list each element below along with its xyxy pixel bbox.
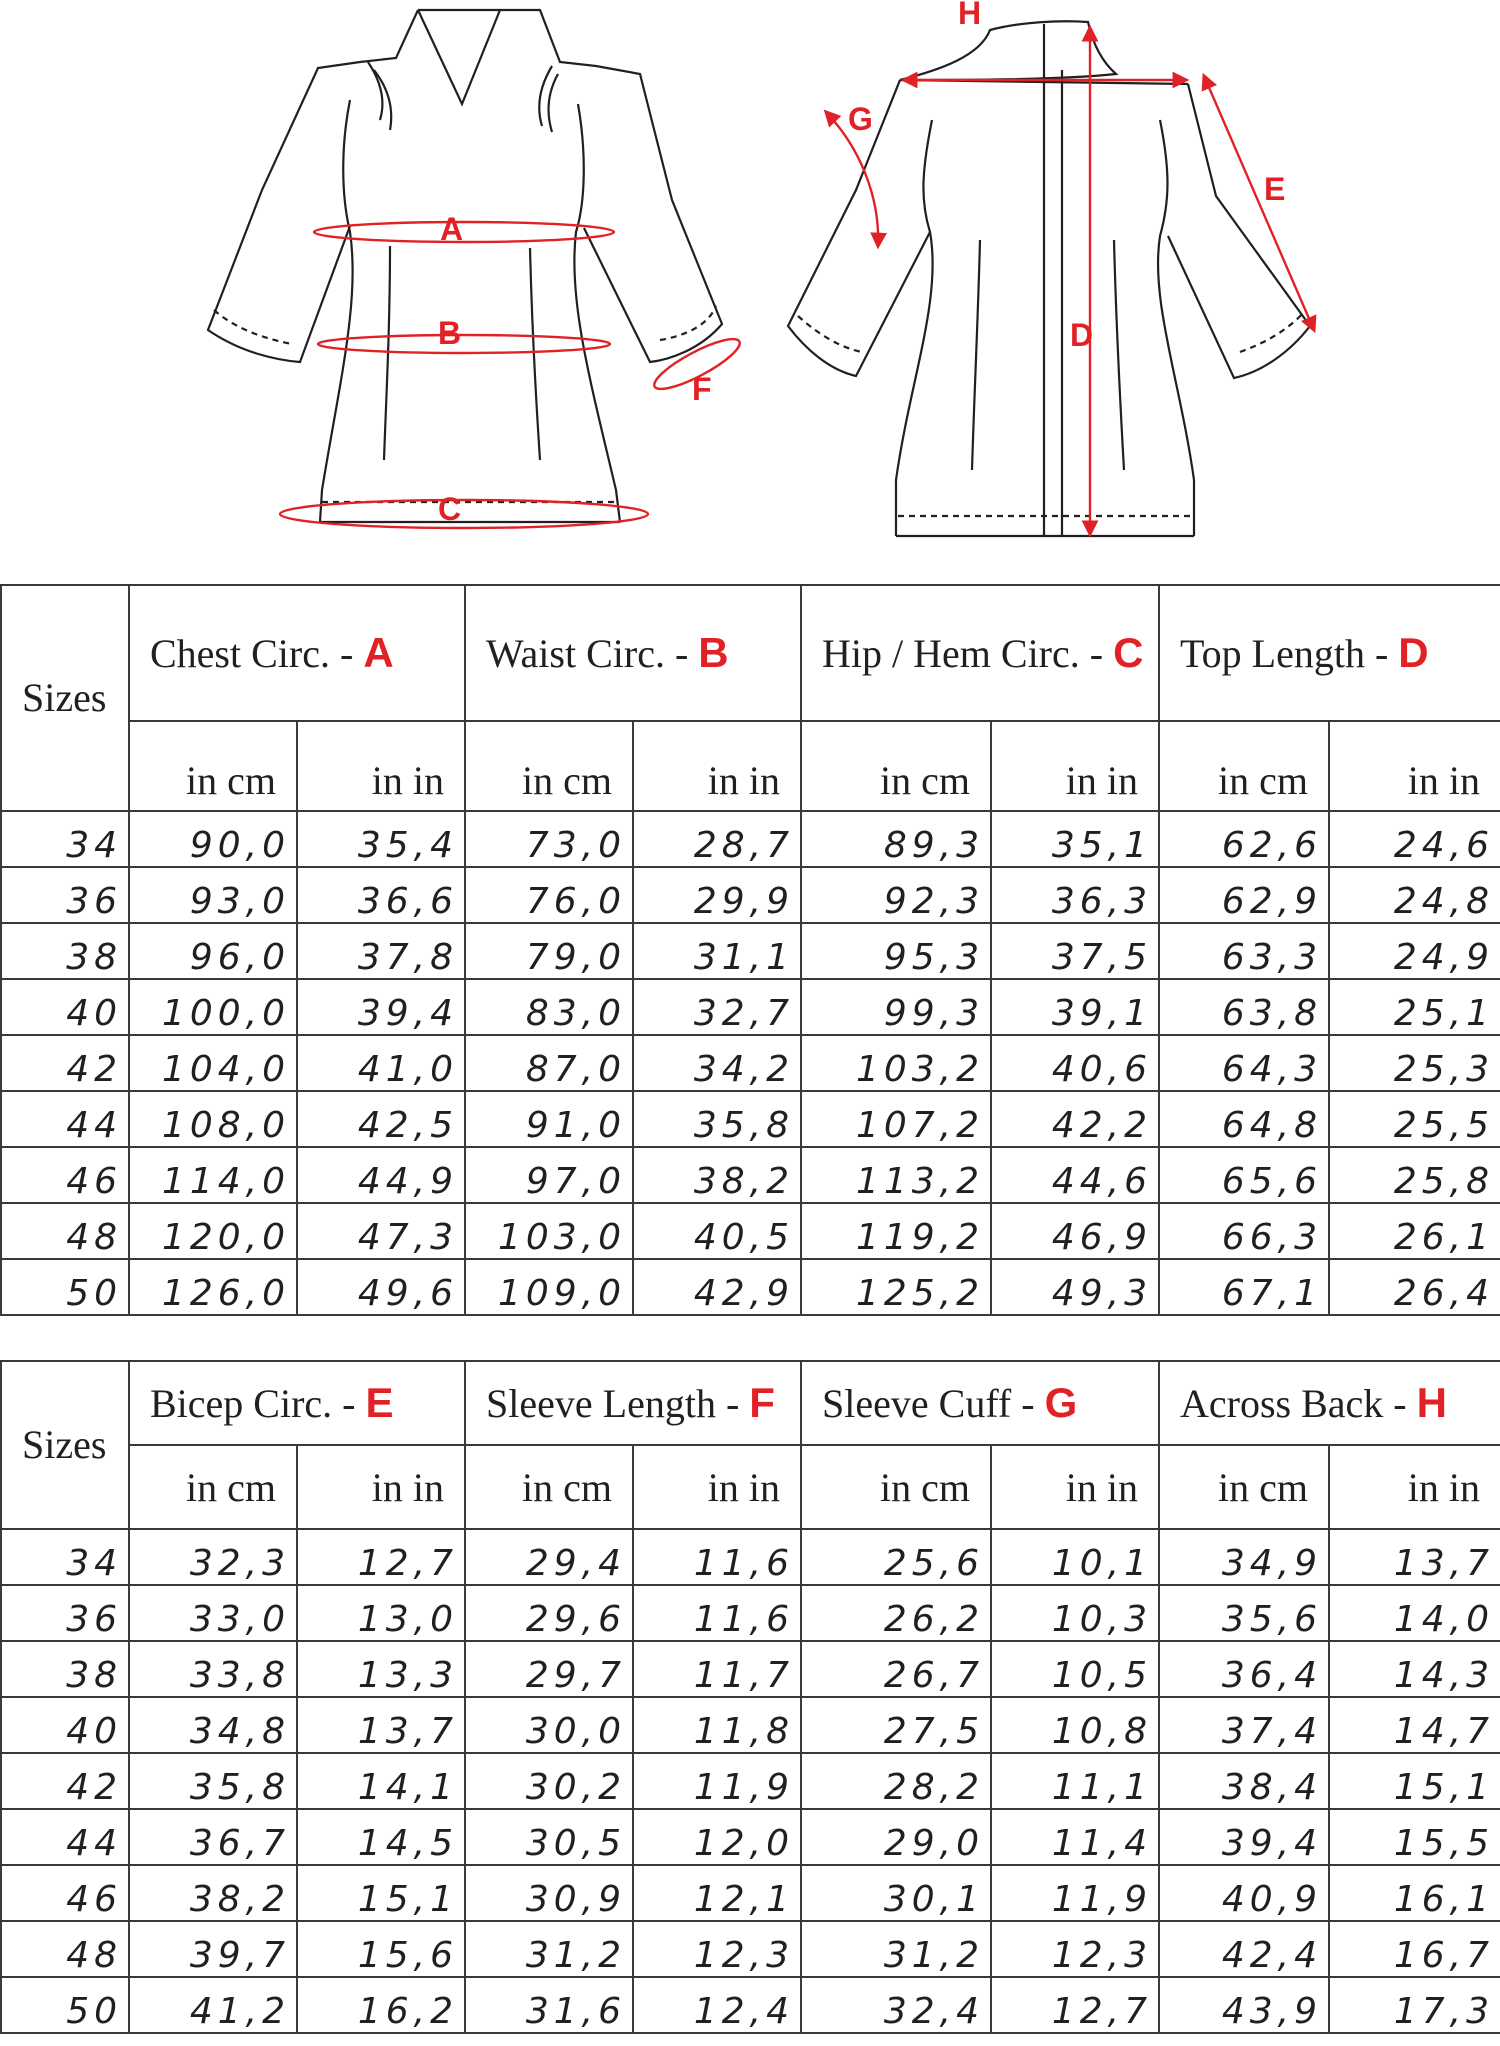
value-cell: 32,3 <box>129 1529 297 1585</box>
size-cell: 50 <box>1 1977 129 2033</box>
value-cell: 31,6 <box>465 1977 633 2033</box>
value-cell: 37,4 <box>1159 1697 1329 1753</box>
value-cell: 11,7 <box>633 1641 801 1697</box>
chest-measure-line <box>314 222 614 242</box>
value-cell: 31,2 <box>465 1921 633 1977</box>
value-cell: 13,7 <box>1329 1529 1500 1585</box>
value-cell: 25,5 <box>1329 1091 1500 1147</box>
hip-measure-line <box>280 500 648 528</box>
size-cell: 46 <box>1 1147 129 1203</box>
size-cell: 48 <box>1 1921 129 1977</box>
size-cell: 36 <box>1 1585 129 1641</box>
value-cell: 30,1 <box>801 1865 991 1921</box>
value-cell: 35,6 <box>1159 1585 1329 1641</box>
value-cell: 13,0 <box>297 1585 465 1641</box>
value-cell: 16,7 <box>1329 1921 1500 1977</box>
back-letters <box>848 0 1285 353</box>
value-cell: 87,0 <box>465 1035 633 1091</box>
label-A: A <box>440 211 464 247</box>
value-cell: 35,8 <box>129 1753 297 1809</box>
value-cell: 31,1 <box>633 923 801 979</box>
value-cell: 40,9 <box>1159 1865 1329 1921</box>
size-cell: 40 <box>1 1697 129 1753</box>
value-cell: 64,8 <box>1159 1091 1329 1147</box>
value-cell: 38,2 <box>633 1147 801 1203</box>
value-cell: 15,1 <box>297 1865 465 1921</box>
value-cell: 125,2 <box>801 1259 991 1315</box>
value-cell: 107,2 <box>801 1091 991 1147</box>
value-cell: 36,4 <box>1159 1641 1329 1697</box>
waist-measure-line <box>318 335 610 353</box>
sizes-header: Sizes <box>1 1361 129 1529</box>
value-cell: 35,1 <box>991 811 1159 867</box>
value-cell: 26,4 <box>1329 1259 1500 1315</box>
size-cell: 46 <box>1 1865 129 1921</box>
label-D: D <box>1070 317 1094 353</box>
value-cell: 30,2 <box>465 1753 633 1809</box>
value-cell: 63,3 <box>1159 923 1329 979</box>
value-cell: 119,2 <box>801 1203 991 1259</box>
value-cell: 11,6 <box>633 1529 801 1585</box>
table-row <box>1 1865 1500 1921</box>
table-row <box>1 979 1500 1035</box>
unit-header: in cm <box>129 721 297 811</box>
value-cell: 41,0 <box>297 1035 465 1091</box>
value-cell: 14,1 <box>297 1753 465 1809</box>
value-cell: 63,8 <box>1159 979 1329 1035</box>
size-table-body <box>0 584 1500 1316</box>
value-cell: 33,0 <box>129 1585 297 1641</box>
value-cell: 95,3 <box>801 923 991 979</box>
size-cell: 50 <box>1 1259 129 1315</box>
group-header-length: Top Length - D <box>1159 585 1500 721</box>
group-header-across-back: Across Back - H <box>1159 1361 1500 1445</box>
table-row <box>1 1035 1500 1091</box>
value-cell: 13,7 <box>297 1697 465 1753</box>
value-cell: 67,1 <box>1159 1259 1329 1315</box>
table-row <box>1 811 1500 867</box>
unit-header: in in <box>1329 1445 1500 1529</box>
value-cell: 42,2 <box>991 1091 1159 1147</box>
table-row <box>1 1091 1500 1147</box>
table-row <box>1 1697 1500 1753</box>
value-cell: 113,2 <box>801 1147 991 1203</box>
value-cell: 13,3 <box>297 1641 465 1697</box>
value-cell: 103,0 <box>465 1203 633 1259</box>
value-cell: 32,4 <box>801 1977 991 2033</box>
value-cell: 120,0 <box>129 1203 297 1259</box>
value-cell: 12,7 <box>297 1529 465 1585</box>
value-cell: 15,6 <box>297 1921 465 1977</box>
value-cell: 12,1 <box>633 1865 801 1921</box>
value-cell: 14,0 <box>1329 1585 1500 1641</box>
value-cell: 97,0 <box>465 1147 633 1203</box>
value-cell: 39,7 <box>129 1921 297 1977</box>
value-cell: 15,5 <box>1329 1809 1500 1865</box>
value-cell: 44,6 <box>991 1147 1159 1203</box>
group-header-chest: Chest Circ. - A <box>129 585 465 721</box>
value-cell: 11,1 <box>991 1753 1159 1809</box>
value-cell: 37,8 <box>297 923 465 979</box>
value-cell: 25,3 <box>1329 1035 1500 1091</box>
value-cell: 12,3 <box>633 1921 801 1977</box>
value-cell: 100,0 <box>129 979 297 1035</box>
value-cell: 35,8 <box>633 1091 801 1147</box>
value-cell: 49,6 <box>297 1259 465 1315</box>
table-row <box>1 1977 1500 2033</box>
value-cell: 96,0 <box>129 923 297 979</box>
front-view <box>208 10 722 522</box>
value-cell: 10,5 <box>991 1641 1159 1697</box>
unit-header: in in <box>991 721 1159 811</box>
value-cell: 83,0 <box>465 979 633 1035</box>
unit-header: in in <box>1329 721 1500 811</box>
value-cell: 26,2 <box>801 1585 991 1641</box>
value-cell: 108,0 <box>129 1091 297 1147</box>
table-row <box>1 1147 1500 1203</box>
value-cell: 26,1 <box>1329 1203 1500 1259</box>
table-row <box>1 867 1500 923</box>
value-cell: 33,8 <box>129 1641 297 1697</box>
value-cell: 28,2 <box>801 1753 991 1809</box>
value-cell: 25,8 <box>1329 1147 1500 1203</box>
value-cell: 14,3 <box>1329 1641 1500 1697</box>
value-cell: 15,1 <box>1329 1753 1500 1809</box>
table-row <box>1 1753 1500 1809</box>
garment-measurement-diagram <box>0 0 1500 580</box>
label-H: H <box>958 0 982 31</box>
value-cell: 79,0 <box>465 923 633 979</box>
value-cell: 92,3 <box>801 867 991 923</box>
back-view <box>788 21 1310 536</box>
value-cell: 24,6 <box>1329 811 1500 867</box>
value-cell: 14,7 <box>1329 1697 1500 1753</box>
table-row <box>1 1641 1500 1697</box>
unit-header: in cm <box>465 1445 633 1529</box>
value-cell: 10,8 <box>991 1697 1159 1753</box>
value-cell: 11,9 <box>991 1865 1159 1921</box>
value-cell: 30,9 <box>465 1865 633 1921</box>
value-cell: 38,4 <box>1159 1753 1329 1809</box>
value-cell: 39,4 <box>1159 1809 1329 1865</box>
size-cell: 34 <box>1 811 129 867</box>
value-cell: 90,0 <box>129 811 297 867</box>
unit-header: in cm <box>129 1445 297 1529</box>
value-cell: 93,0 <box>129 867 297 923</box>
value-cell: 47,3 <box>297 1203 465 1259</box>
value-cell: 29,6 <box>465 1585 633 1641</box>
unit-header: in in <box>991 1445 1159 1529</box>
value-cell: 25,6 <box>801 1529 991 1585</box>
size-cell: 48 <box>1 1203 129 1259</box>
value-cell: 40,6 <box>991 1035 1159 1091</box>
size-table-sleeves <box>0 1360 1500 2034</box>
value-cell: 34,2 <box>633 1035 801 1091</box>
value-cell: 29,9 <box>633 867 801 923</box>
label-F: F <box>692 371 712 407</box>
value-cell: 34,8 <box>129 1697 297 1753</box>
value-cell: 10,3 <box>991 1585 1159 1641</box>
value-cell: 109,0 <box>465 1259 633 1315</box>
size-cell: 38 <box>1 923 129 979</box>
value-cell: 76,0 <box>465 867 633 923</box>
table-row <box>1 1203 1500 1259</box>
value-cell: 46,9 <box>991 1203 1159 1259</box>
value-cell: 66,3 <box>1159 1203 1329 1259</box>
table-rows <box>1 811 1500 1315</box>
value-cell: 37,5 <box>991 923 1159 979</box>
value-cell: 11,8 <box>633 1697 801 1753</box>
value-cell: 42,4 <box>1159 1921 1329 1977</box>
size-cell: 44 <box>1 1809 129 1865</box>
value-cell: 14,5 <box>297 1809 465 1865</box>
value-cell: 38,2 <box>129 1865 297 1921</box>
value-cell: 44,9 <box>297 1147 465 1203</box>
value-cell: 36,6 <box>297 867 465 923</box>
value-cell: 11,9 <box>633 1753 801 1809</box>
value-cell: 39,1 <box>991 979 1159 1035</box>
label-E: E <box>1264 171 1286 207</box>
unit-header: in in <box>297 721 465 811</box>
value-cell: 99,3 <box>801 979 991 1035</box>
value-cell: 25,1 <box>1329 979 1500 1035</box>
table-row <box>1 923 1500 979</box>
size-cell: 40 <box>1 979 129 1035</box>
value-cell: 26,7 <box>801 1641 991 1697</box>
value-cell: 12,7 <box>991 1977 1159 2033</box>
group-header-bicep: Bicep Circ. - E <box>129 1361 465 1445</box>
unit-header: in cm <box>1159 1445 1329 1529</box>
value-cell: 11,6 <box>633 1585 801 1641</box>
unit-header: in cm <box>801 1445 991 1529</box>
size-cell: 34 <box>1 1529 129 1585</box>
front-measurements <box>280 222 745 528</box>
value-cell: 49,3 <box>991 1259 1159 1315</box>
value-cell: 16,2 <box>297 1977 465 2033</box>
value-cell: 34,9 <box>1159 1529 1329 1585</box>
group-header-waist: Waist Circ. - B <box>465 585 801 721</box>
size-cell: 42 <box>1 1035 129 1091</box>
table-row <box>1 1921 1500 1977</box>
value-cell: 16,1 <box>1329 1865 1500 1921</box>
table-rows <box>1 1529 1500 2033</box>
value-cell: 29,4 <box>465 1529 633 1585</box>
value-cell: 11,4 <box>991 1809 1159 1865</box>
value-cell: 114,0 <box>129 1147 297 1203</box>
size-cell: 36 <box>1 867 129 923</box>
value-cell: 89,3 <box>801 811 991 867</box>
value-cell: 42,5 <box>297 1091 465 1147</box>
unit-header: in cm <box>801 721 991 811</box>
group-header-sleeve-cuff: Sleeve Cuff - G <box>801 1361 1159 1445</box>
value-cell: 103,2 <box>801 1035 991 1091</box>
value-cell: 62,9 <box>1159 867 1329 923</box>
value-cell: 65,6 <box>1159 1147 1329 1203</box>
unit-header: in in <box>633 1445 801 1529</box>
value-cell: 73,0 <box>465 811 633 867</box>
value-cell: 24,9 <box>1329 923 1500 979</box>
value-cell: 12,0 <box>633 1809 801 1865</box>
table-row <box>1 1585 1500 1641</box>
value-cell: 91,0 <box>465 1091 633 1147</box>
value-cell: 30,5 <box>465 1809 633 1865</box>
value-cell: 30,0 <box>465 1697 633 1753</box>
unit-header: in in <box>297 1445 465 1529</box>
value-cell: 10,1 <box>991 1529 1159 1585</box>
label-C: C <box>438 491 462 527</box>
label-B: B <box>438 315 462 351</box>
value-cell: 29,0 <box>801 1809 991 1865</box>
value-cell: 36,7 <box>129 1809 297 1865</box>
value-cell: 40,5 <box>633 1203 801 1259</box>
sizes-header: Sizes <box>1 585 129 811</box>
value-cell: 27,5 <box>801 1697 991 1753</box>
label-G: G <box>848 101 873 137</box>
group-header-sleeve-length: Sleeve Length - F <box>465 1361 801 1445</box>
value-cell: 35,4 <box>297 811 465 867</box>
value-cell: 42,9 <box>633 1259 801 1315</box>
value-cell: 41,2 <box>129 1977 297 2033</box>
value-cell: 28,7 <box>633 811 801 867</box>
table-row <box>1 1259 1500 1315</box>
value-cell: 62,6 <box>1159 811 1329 867</box>
value-cell: 36,3 <box>991 867 1159 923</box>
value-cell: 29,7 <box>465 1641 633 1697</box>
unit-header: in in <box>633 721 801 811</box>
group-header-hip: Hip / Hem Circ. - C <box>801 585 1159 721</box>
unit-header: in cm <box>1159 721 1329 811</box>
size-cell: 44 <box>1 1091 129 1147</box>
value-cell: 43,9 <box>1159 1977 1329 2033</box>
value-cell: 24,8 <box>1329 867 1500 923</box>
table-row <box>1 1809 1500 1865</box>
value-cell: 17,3 <box>1329 1977 1500 2033</box>
size-cell: 38 <box>1 1641 129 1697</box>
value-cell: 12,3 <box>991 1921 1159 1977</box>
value-cell: 104,0 <box>129 1035 297 1091</box>
value-cell: 64,3 <box>1159 1035 1329 1091</box>
value-cell: 31,2 <box>801 1921 991 1977</box>
table-row <box>1 1529 1500 1585</box>
value-cell: 32,7 <box>633 979 801 1035</box>
unit-header: in cm <box>465 721 633 811</box>
value-cell: 126,0 <box>129 1259 297 1315</box>
value-cell: 39,4 <box>297 979 465 1035</box>
value-cell: 12,4 <box>633 1977 801 2033</box>
size-cell: 42 <box>1 1753 129 1809</box>
